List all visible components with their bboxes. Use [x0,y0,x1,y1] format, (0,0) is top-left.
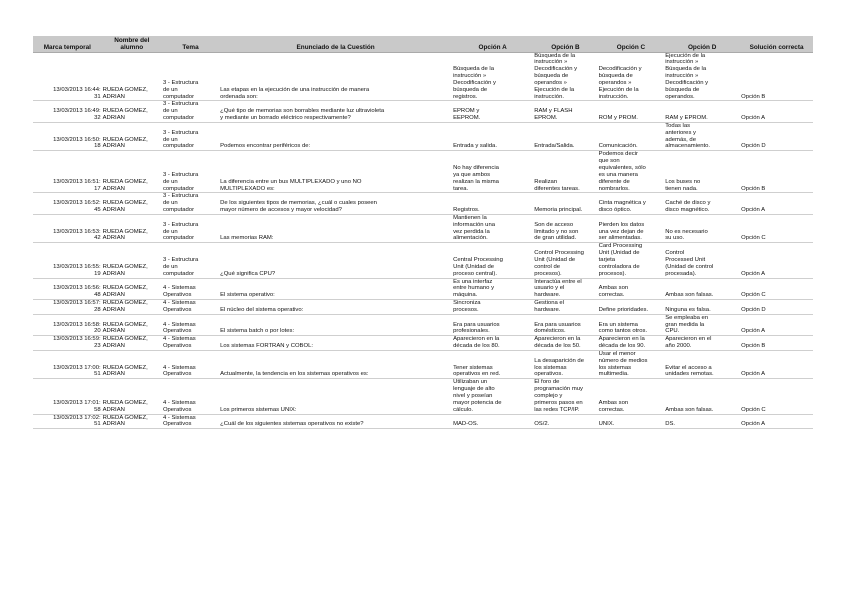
correct-solution-cell: Opción B [740,151,813,193]
timestamp-cell: 13/03/2013 16:53: 42 [33,214,102,242]
topic-cell: 3 - Estructura de un computador [162,214,219,242]
student-name-cell: RUEDA GOMEZ, ADRIAN [102,379,162,414]
correct-solution-cell: Opción B [740,52,813,101]
question-cell: El núcleo del sistema operativo: [219,300,452,315]
question-cell: Las memorias RAM: [219,214,452,242]
option-a-cell: Es una interfaz entre humano y máquina. [452,278,533,300]
header-option-a: Opción A [452,36,533,52]
topic-cell: 4 - Sistemas Operativos [162,278,219,300]
option-b-cell: Realizan diferentes tareas. [533,151,597,193]
header-question: Enunciado de la Cuestión [219,36,452,52]
option-b-cell: La desaparición de los sistemas operativos. [533,350,597,378]
topic-cell: 4 - Sistemas Operativos [162,414,219,429]
student-name-cell: RUEDA GOMEZ, ADRIAN [102,151,162,193]
question-cell: Los sistemas FORTRAN y COBOL: [219,336,452,351]
option-a-cell: Tener sistemas operativos en red. [452,350,533,378]
correct-solution-cell: Opción A [740,350,813,378]
question-cell: ¿Qué significa CPU? [219,243,452,278]
table-row [33,414,813,429]
correct-solution-cell: Opción B [740,336,813,351]
timestamp-cell: 13/03/2013 16:51: 17 [33,151,102,193]
topic-cell: 3 - Estructura de un computador [162,193,219,215]
option-d-cell: Aparecieron en el año 2000. [664,336,740,351]
option-b-cell: OS/2. [533,414,597,429]
student-name-cell: RUEDA GOMEZ, ADRIAN [102,52,162,101]
option-c-cell: Cinta magnética y disco óptico. [598,193,665,215]
timestamp-cell: 13/03/2013 16:44: 31 [33,52,102,101]
option-c-cell: Pierden los datos una vez dejan de ser alimentadas. [598,214,665,242]
option-a-cell: Registros. [452,193,533,215]
question-cell: La diferencia entre un bus MULTIPLEXADO y uno NO MULTIPLEXADO es: [219,151,452,193]
student-name-cell: RUEDA GOMEZ, ADRIAN [102,350,162,378]
option-a-cell: Búsqueda de la instrucción » Decodificación y búsqueda de registros. [452,52,533,101]
option-d-cell: Ejecución de la instrucción » Búsqueda de la instrucción » Decodificación y búsqueda de operandos. [664,52,740,101]
student-name-cell: RUEDA GOMEZ, ADRIAN [102,193,162,215]
table-row [33,300,813,315]
topic-cell: 4 - Sistemas Operativos [162,336,219,351]
option-b-cell: Son de acceso limitado y no son de gran utilidad. [533,214,597,242]
header-row [33,36,813,52]
timestamp-cell: 13/03/2013 16:49: 32 [33,101,102,123]
topic-cell: 3 - Estructura de un computador [162,122,219,150]
student-name-cell: RUEDA GOMEZ, ADRIAN [102,414,162,429]
question-cell: ¿Qué tipo de memorias son borrables mediante luz ultravioleta y mediante un borrado eléctrico respectivamente? [219,101,452,123]
option-c-cell: UNIX. [598,414,665,429]
table-row [33,122,813,150]
option-b-cell: El foro de programación muy complejo y primeros pasos en las redes TCP/IP. [533,379,597,414]
option-d-cell: No es necesario su uso. [664,214,740,242]
correct-solution-cell: Opción C [740,278,813,300]
topic-cell: 4 - Sistemas Operativos [162,300,219,315]
timestamp-cell: 13/03/2013 17:02: 51 [33,414,102,429]
correct-solution-cell: Opción A [740,243,813,278]
option-a-cell: Aparecieron en la década de los 80. [452,336,533,351]
question-cell: Podemos encontrar periféricos de: [219,122,452,150]
student-name-cell: RUEDA GOMEZ, ADRIAN [102,314,162,336]
option-a-cell: Sincroniza procesos. [452,300,533,315]
student-name-cell: RUEDA GOMEZ, ADRIAN [102,336,162,351]
responses-table [33,36,813,429]
option-b-cell: Gestiona el hardware. [533,300,597,315]
option-c-cell: Ambas son correctas. [598,379,665,414]
header-correct-solution: Solución correcta [740,36,813,52]
correct-solution-cell: Opción A [740,193,813,215]
question-cell: Los primeros sistemas UNIX: [219,379,452,414]
option-c-cell: Era un sistema como tantos otros. [598,314,665,336]
timestamp-cell: 13/03/2013 16:50: 18 [33,122,102,150]
option-d-cell: Control Processed Unit (Unidad de control procesada). [664,243,740,278]
option-c-cell: Aparecieron en la década de los 90. [598,336,665,351]
header-topic: Tema [162,36,219,52]
question-cell: De los siguientes tipos de memorias, ¿cuál o cuales poseen mayor número de accesos y mayor velocidad? [219,193,452,215]
option-a-cell: Era para usuarios profesionales. [452,314,533,336]
header-timestamp: Marca temporal [33,36,102,52]
option-c-cell: Decodificación y búsqueda de operandos » Ejecución de la instrucción. [598,52,665,101]
correct-solution-cell: Opción A [740,414,813,429]
option-d-cell: Caché de disco y disco magnético. [664,193,740,215]
table-row [33,379,813,414]
option-b-cell: Control Processing Unit (Unidad de control de procesos). [533,243,597,278]
table-row [33,52,813,101]
topic-cell: 4 - Sistemas Operativos [162,350,219,378]
question-cell: ¿Cuál de los siguientes sistemas operativos no existe? [219,414,452,429]
timestamp-cell: 13/03/2013 16:59: 23 [33,336,102,351]
student-name-cell: RUEDA GOMEZ, ADRIAN [102,214,162,242]
option-b-cell: RAM y FLASH EPROM. [533,101,597,123]
question-cell: Las etapas en la ejecución de una instrucción de manera ordenada son: [219,52,452,101]
option-b-cell: Interactúa entre el usuario y el hardware. [533,278,597,300]
topic-cell: 4 - Sistemas Operativos [162,314,219,336]
correct-solution-cell: Opción C [740,379,813,414]
option-d-cell: Los buses no tienen nada. [664,151,740,193]
option-a-cell: MAD-OS. [452,414,533,429]
question-cell: El sistema batch o por lotes: [219,314,452,336]
timestamp-cell: 13/03/2013 17:00: 51 [33,350,102,378]
table-row [33,314,813,336]
header-student: Nombre del alumno [102,36,162,52]
option-c-cell: Usar el menor número de medios los sistemas multimedia. [598,350,665,378]
student-name-cell: RUEDA GOMEZ, ADRIAN [102,243,162,278]
question-cell: Actualmente, la tendencia en los sistemas operativos es: [219,350,452,378]
table-row [33,350,813,378]
table-row [33,214,813,242]
question-cell: El sistema operativo: [219,278,452,300]
correct-solution-cell: Opción D [740,300,813,315]
table-row [33,101,813,123]
option-c-cell: Ambas son correctas. [598,278,665,300]
option-b-cell: Aparecieron en la década de los 50. [533,336,597,351]
table-row [33,193,813,215]
table-row [33,336,813,351]
option-c-cell: Comunicación. [598,122,665,150]
option-c-cell: Card Processing Unit (Unidad de tarjeta controladora de procesos). [598,243,665,278]
correct-solution-cell: Opción A [740,101,813,123]
option-a-cell: Entrada y salida. [452,122,533,150]
option-d-cell: Ambas son falsas. [664,278,740,300]
option-b-cell: Era para usuarios domésticos. [533,314,597,336]
table-row [33,243,813,278]
table-row [33,151,813,193]
timestamp-cell: 13/03/2013 16:56: 48 [33,278,102,300]
option-a-cell: Utilizaban un lenguaje de alto nivel y poseían mayor potencia de cálculo. [452,379,533,414]
option-d-cell: Ambas son falsas. [664,379,740,414]
option-a-cell: No hay diferencia ya que ambos realizan la misma tarea. [452,151,533,193]
student-name-cell: RUEDA GOMEZ, ADRIAN [102,300,162,315]
option-a-cell: Mantienen la información una vez perdida la alimentación. [452,214,533,242]
student-name-cell: RUEDA GOMEZ, ADRIAN [102,122,162,150]
topic-cell: 4 - Sistemas Operativos [162,379,219,414]
option-a-cell: EPROM y EEPROM. [452,101,533,123]
header-option-d: Opción D [664,36,740,52]
correct-solution-cell: Opción D [740,122,813,150]
correct-solution-cell: Opción A [740,314,813,336]
topic-cell: 3 - Estructura de un computador [162,151,219,193]
topic-cell: 3 - Estructura de un computador [162,52,219,101]
timestamp-cell: 13/03/2013 16:57: 28 [33,300,102,315]
table-row [33,278,813,300]
timestamp-cell: 13/03/2013 16:52: 45 [33,193,102,215]
option-d-cell: Ninguna es falsa. [664,300,740,315]
timestamp-cell: 13/03/2013 16:55: 19 [33,243,102,278]
option-b-cell: Búsqueda de la instrucción » Decodificación y búsqueda de operandos » Ejecución de la instrucción. [533,52,597,101]
timestamp-cell: 13/03/2013 17:01: 58 [33,379,102,414]
option-c-cell: Podemos decir que son equivalentes, sólo es una manera diferente de nombrarlos. [598,151,665,193]
option-c-cell: ROM y PROM. [598,101,665,123]
option-d-cell: Todas las anteriores y además, de almacenamiento. [664,122,740,150]
student-name-cell: RUEDA GOMEZ, ADRIAN [102,101,162,123]
option-b-cell: Memoria principal. [533,193,597,215]
student-name-cell: RUEDA GOMEZ, ADRIAN [102,278,162,300]
correct-solution-cell: Opción C [740,214,813,242]
option-a-cell: Central Processing Unit (Unidad de proceso central). [452,243,533,278]
timestamp-cell: 13/03/2013 16:58: 20 [33,314,102,336]
option-b-cell: Entrada/Salida. [533,122,597,150]
header-option-b: Opción B [533,36,597,52]
option-d-cell: Evitar el acceso a unidades remotas. [664,350,740,378]
option-d-cell: DS. [664,414,740,429]
option-c-cell: Define prioridades. [598,300,665,315]
header-option-c: Opción C [598,36,665,52]
option-d-cell: RAM y EPROM. [664,101,740,123]
topic-cell: 3 - Estructura de un computador [162,101,219,123]
option-d-cell: Se empleaba en gran medida la CPU. [664,314,740,336]
topic-cell: 3 - Estructura de un computador [162,243,219,278]
